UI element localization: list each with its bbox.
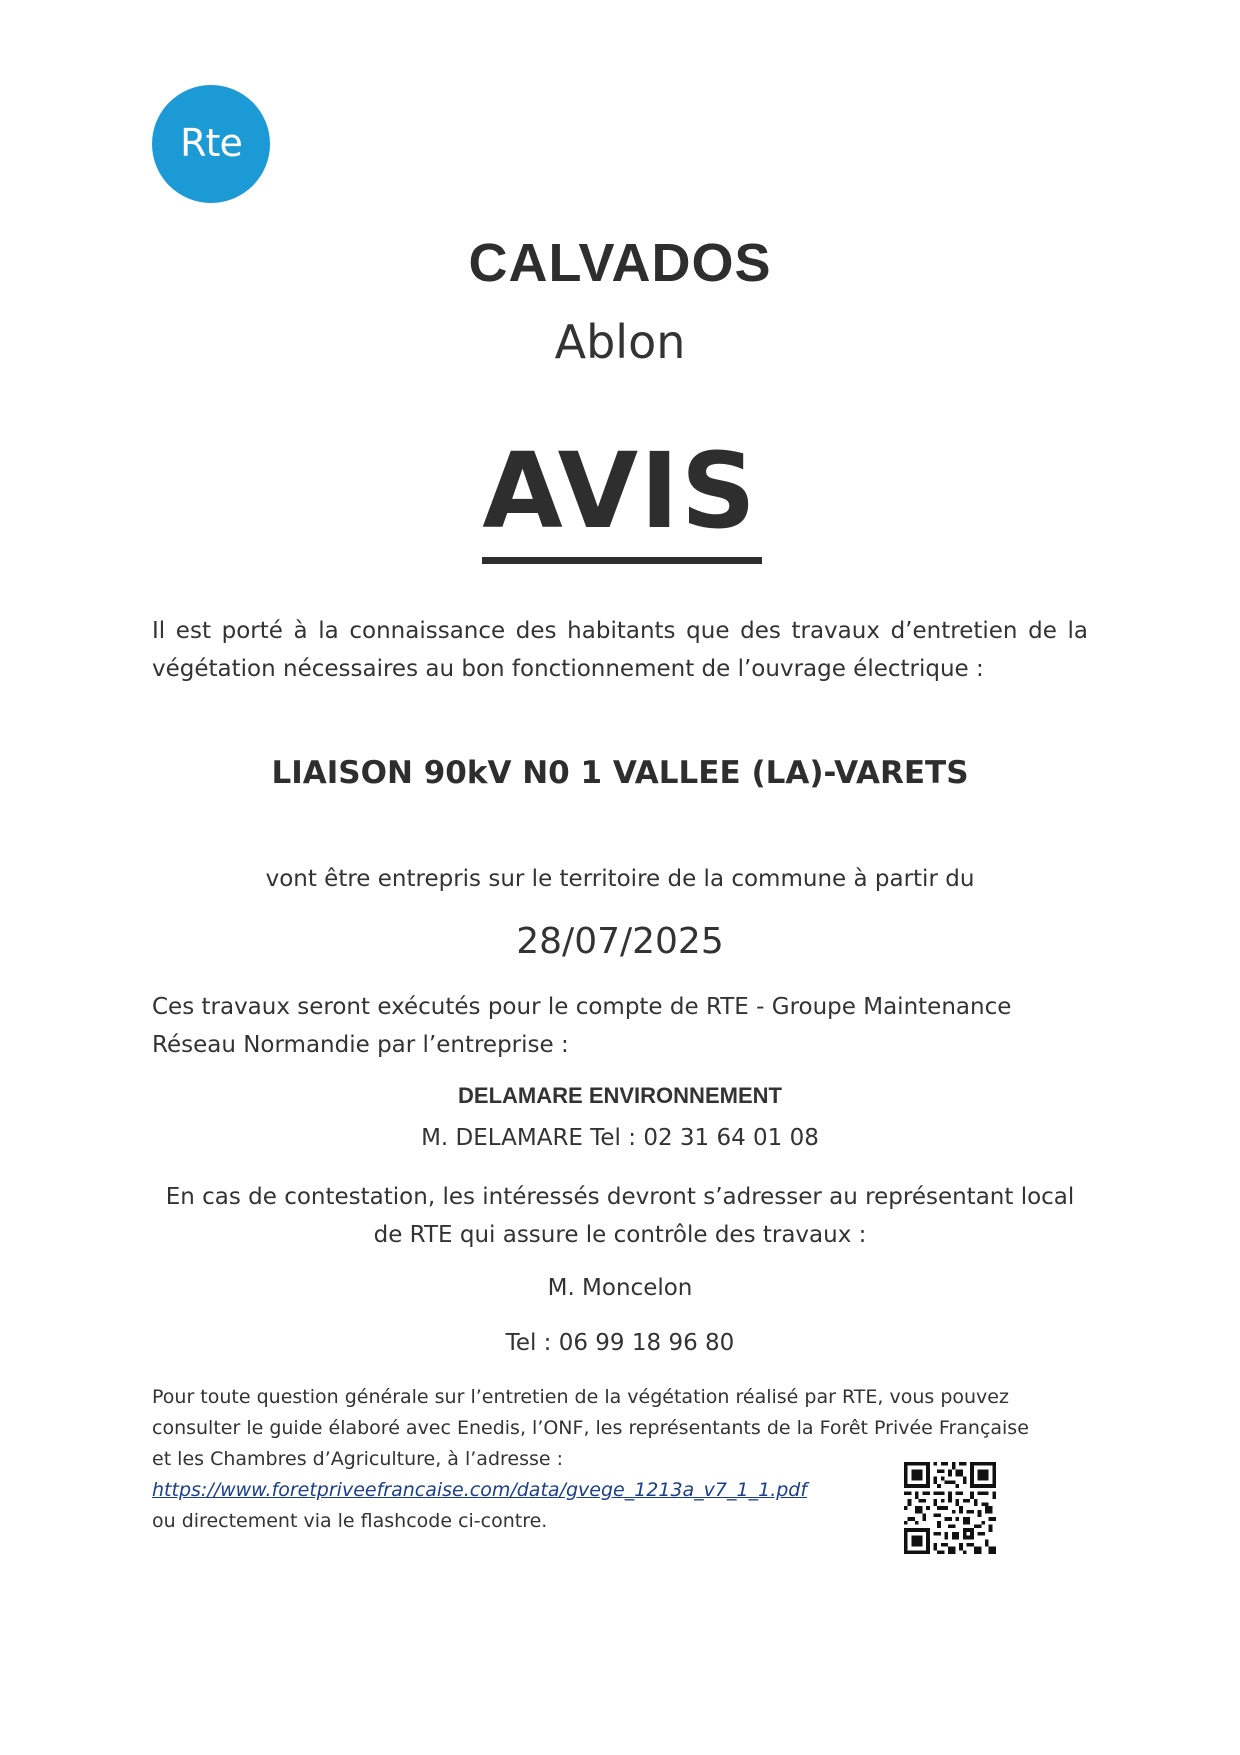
rte-logo: [152, 85, 270, 203]
works-line-1: Ces travaux seront exécutés pour le compte de RTE - Groupe Maintenance: [152, 994, 1012, 1020]
commune-name: Ablon: [554, 315, 686, 369]
qr-code-icon: [904, 1462, 996, 1554]
power-line-name: LIAISON 90kV N0 1 VALLEE (LA)-VARETS: [271, 755, 969, 791]
start-date: 28/07/2025: [516, 921, 724, 962]
notice-title: AVIS: [482, 430, 758, 552]
representative-tel: Tel : 06 99 18 96 80: [505, 1330, 735, 1356]
guide-line-5: ou directement via le flashcode ci-contre.: [152, 1510, 548, 1532]
logo-text: Rte: [180, 121, 242, 165]
title-underline: [482, 557, 762, 564]
representative-name: M. Moncelon: [547, 1275, 693, 1301]
company-contact: M. DELAMARE Tel : 02 31 64 01 08: [421, 1125, 819, 1151]
guide-link[interactable]: https://www.foretpriveefrancaise.com/data/gvege_1213a_v7_1_1.pdf: [152, 1479, 808, 1501]
department-title: CALVADOS: [468, 233, 772, 293]
guide-line-3: et les Chambres d’Agriculture, à l’adresse :: [152, 1448, 564, 1470]
dispute-paragraph: [0, 1178, 1240, 1254]
dispute-line-1: En cas de contestation, les intéressés devront s’adresser au représentant local: [165, 1184, 1075, 1210]
start-text: vont être entrepris sur le territoire de la commune à partir du: [265, 866, 975, 892]
works-paragraph: [152, 988, 1088, 1064]
guide-line-1: Pour toute question générale sur l’entretien de la végétation réalisé par RTE, vous pouvez: [152, 1386, 1009, 1408]
works-line-2: Réseau Normandie par l’entreprise :: [152, 1032, 569, 1058]
dispute-line-2: de RTE qui assure le contrôle des travaux :: [373, 1222, 867, 1248]
company-name: DELAMARE ENVIRONNEMENT: [458, 1083, 782, 1108]
guide-line-2: consulter le guide élaboré avec Enedis, l’ONF, les représentants de la Forêt Privée Française: [152, 1417, 1029, 1439]
intro-paragraph: Il est porté à la connaissance des habitants que des travaux d’entretien de la végétation nécessaires au bon fonctionnement de l’ouvrage électrique :: [152, 618, 1088, 682]
